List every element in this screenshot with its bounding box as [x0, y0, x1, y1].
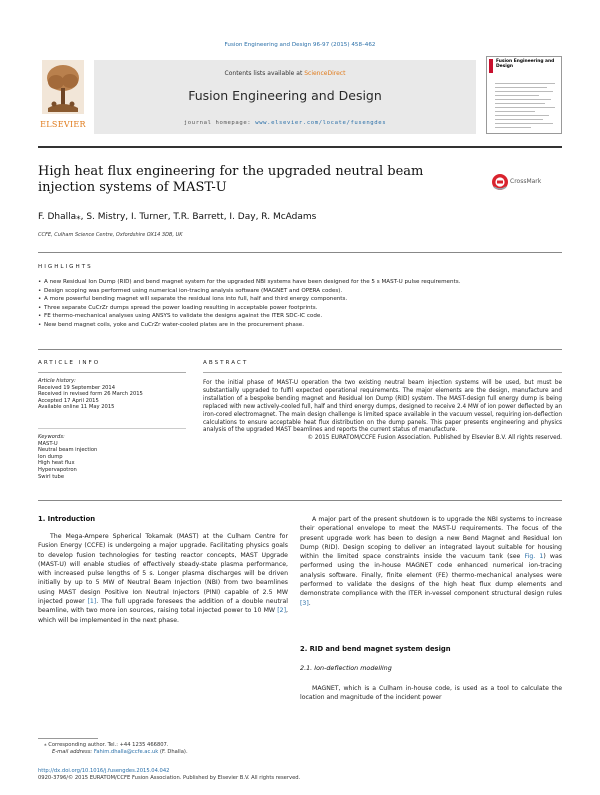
highlights-list — [38, 278, 562, 329]
keyword-item: High heat flux — [38, 460, 75, 467]
keyword-item: Hypervapotron — [38, 466, 77, 473]
homepage-line — [94, 120, 476, 126]
keywords-label: Keywords: — [38, 434, 65, 440]
article-info-rule — [38, 372, 186, 373]
doi-link[interactable]: http://dx.doi.org/10.1016/j.fusengdes.2015.04.042 — [38, 768, 170, 774]
divider-above-highlights — [38, 252, 562, 253]
left-column — [38, 532, 288, 625]
author-list: F. Dhalla⁎, S. Mistry, I. Turner, T.R. Barrett, I. Day, R. McAdams — [38, 212, 317, 222]
ion-deflection-text — [300, 684, 562, 703]
publisher-name: ELSEVIER — [40, 120, 86, 129]
cover-title: Fusion Engineering and Design — [496, 59, 555, 69]
cover-text-lines — [495, 83, 555, 131]
subsection-2-1-heading: 2.1. Ion-deflection modelling — [300, 664, 392, 672]
right-column — [300, 515, 562, 608]
article-history — [38, 378, 186, 411]
upgrade-paragraph: A major part of the present shutdown is to upgrade the NBI systems to increase their operational envelope to meet the MAST-U requirements. The focus of the present upgrade work has been to design a new Bend Magnet and Residual Ion Dump (RID). Design scoping to deliver an integrated layout suitable for housing within the limited space constraints inside the vacuum tank (see Fig. 1) was performed using the in-house MAGNET code enhanced numerical ion-tracing analysis software. Finally, finite element (FE) thermo-mechanical analyses were performed to validate the designs of the high heat flux dump elements and demonstrate compliance with the ITER in-vessel component structural design rules [3]. — [300, 516, 562, 607]
crossmark-badge[interactable] — [490, 172, 550, 192]
abstract-text: For the initial phase of MAST-U operation the two existing neutral beam injection systems will be used, but must be substantially upgraded to fulfil expected operational requirements. The major elements are the design, manufacture and installation of a bespoke bending magnet and Residual Ion Dump (RID) system. The MAST-design full energy dump is being replaced with new actively-cooled full, half and third energy dumps, designed to receive 2.4 MW of ion power deflected by an iron-cored electromagnet. The main design challenge is limited space available in the vacuum vessel, requiring ion-deflection calculations to ensure acceptable heat flux distribution on the dump panels. This paper presents engineering and physics analysis of the upgraded MAST beamlines and reports the current status of manufacture. — [203, 380, 562, 434]
journal-cover-thumbnail — [486, 56, 562, 134]
highlight-item: • A new Residual Ion Dump (RID) and bend magnet system for the upgraded NBI systems have been designed for the 5 s MAST-U pulse requirements. — [38, 278, 562, 287]
article-title: High heat flux engineering for the upgraded neutral beam injection systems of MAST-U — [38, 164, 424, 195]
abstract-copyright: © 2015 EURATOM/CCFE Fusion Association. Published by Elsevier B.V. All rights reserved. — [307, 435, 562, 442]
crossmark-label: CrossMark — [510, 178, 542, 185]
highlight-item: • A more powerful bending magnet will separate the residual ions into full, half and third energy components. — [38, 295, 562, 304]
section-1-heading: 1. Introduction — [38, 515, 96, 523]
highlight-item: • New bend magnet coils, yoke and CuCrZr water-cooled plates are in the procurement phase. — [38, 321, 562, 330]
cover-title-block — [489, 59, 559, 75]
header-divider — [38, 146, 562, 148]
history-label: Article history: — [38, 378, 76, 384]
email-link[interactable]: Fahim.dhalla@ccfe.ac.uk — [93, 749, 159, 755]
divider-above-body — [38, 500, 562, 501]
divider-above-info — [38, 349, 562, 350]
journal-header — [38, 56, 562, 140]
ref-2-link[interactable]: [2] — [277, 607, 287, 615]
elsevier-logo — [38, 56, 88, 134]
keyword-item: Ion dump — [38, 453, 63, 460]
history-accepted: Accepted 17 April 2015 — [38, 397, 99, 404]
highlight-item: • FE thermo-mechanical analyses using ANSYS to validate the designs against the ITER SDC-IC code. — [38, 312, 562, 321]
footnote-rule — [38, 738, 98, 739]
history-received: Received 19 September 2014 — [38, 384, 116, 391]
highlight-item: • Three separate CuCrZr dumps spread the power loading resulting in acceptable power footprints. — [38, 304, 562, 313]
keyword-item: Swirl tube — [38, 473, 65, 480]
doi-block — [38, 768, 558, 783]
issn-line: 0920-3796/© 2015 EURATOM/CCFE Fusion Association. Published by Elsevier B.V. All rights reserved. — [38, 775, 301, 782]
journal-banner — [94, 60, 476, 134]
journal-name: Fusion Engineering and Design — [188, 88, 382, 103]
homepage-link[interactable]: www.elsevier.com/locate/fusengdes — [255, 120, 387, 126]
abstract-heading: ABSTRACT — [203, 360, 249, 366]
magnet-paragraph: MAGNET, which is a Culham in-house code, is used as a tool to calculate the location and magnitude of the incident power — [300, 685, 562, 702]
history-revised: Received in revised form 26 March 2015 — [38, 391, 143, 398]
cover-accent-bar — [489, 59, 493, 73]
fig-1-link[interactable]: Fig. 1 — [524, 553, 544, 561]
abstract-rule — [203, 372, 562, 373]
affiliation: CCFE, Culham Science Centre, Oxfordshire OX14 3DB, UK — [38, 232, 183, 238]
keyword-item: MAST-U — [38, 440, 58, 447]
keywords-block — [38, 434, 186, 480]
email-line: E-mail address: Fahim.dhalla@ccfe.ac.uk (F. Dhalla). — [52, 749, 188, 755]
footnote — [38, 742, 298, 756]
intro-paragraph: The Mega-Ampere Spherical Tokamak (MAST) at the Culham Centre for Fusion Energy (CCFE) is undergoing a major upgrade. Facilitating physics goals to develop fusion technologies for testing reactor concepts, MAST Upgrade (MAST-U) will enable studies of effectively steady-state plasma performance, with increased pulse lengths of 5 s. Longer plasma discharges will be driven initially by up to 5 MW of Neutral Beam Injection (NBI) from two beamlines using MAST design Positive Ion Neutral Injectors (PINI) capable of 2.5 MW injected power [1]. The full upgrade foresees the addition of a double neutral beamline, with two more ion sources, raising total injected power to 10 MW [2], which will be implemented in the next phase. — [38, 533, 288, 624]
keywords-rule — [38, 428, 186, 429]
ref-3-link[interactable]: [3] — [300, 599, 309, 607]
corresponding-author-note: ⁎ Corresponding author. Tel.: +44 1235 466807. — [44, 742, 169, 748]
highlight-item: • Design scoping was performed using numerical ion-tracing analysis software (MAGNET and OPERA codes). — [38, 287, 562, 296]
sciencedirect-link[interactable]: ScienceDirect — [304, 70, 346, 77]
article-info-heading: ARTICLE INFO — [38, 360, 101, 366]
keyword-item: Neutral beam injection — [38, 447, 98, 454]
homepage-prefix: journal homepage: — [183, 120, 252, 126]
journal-citation[interactable]: Fusion Engineering and Design 96-97 (2015) 458–462 — [224, 42, 376, 48]
history-online: Available online 11 May 2015 — [38, 404, 115, 411]
ref-1-link[interactable]: [1] — [87, 598, 97, 606]
contents-prefix: Contents lists available at — [224, 70, 303, 77]
email-label: E-mail address: — [52, 749, 93, 755]
section-2-heading: 2. RID and bend magnet system design — [300, 645, 451, 653]
contents-line — [94, 70, 476, 77]
abstract-body — [203, 380, 562, 443]
highlights-heading: HIGHLIGHTS — [38, 264, 93, 270]
